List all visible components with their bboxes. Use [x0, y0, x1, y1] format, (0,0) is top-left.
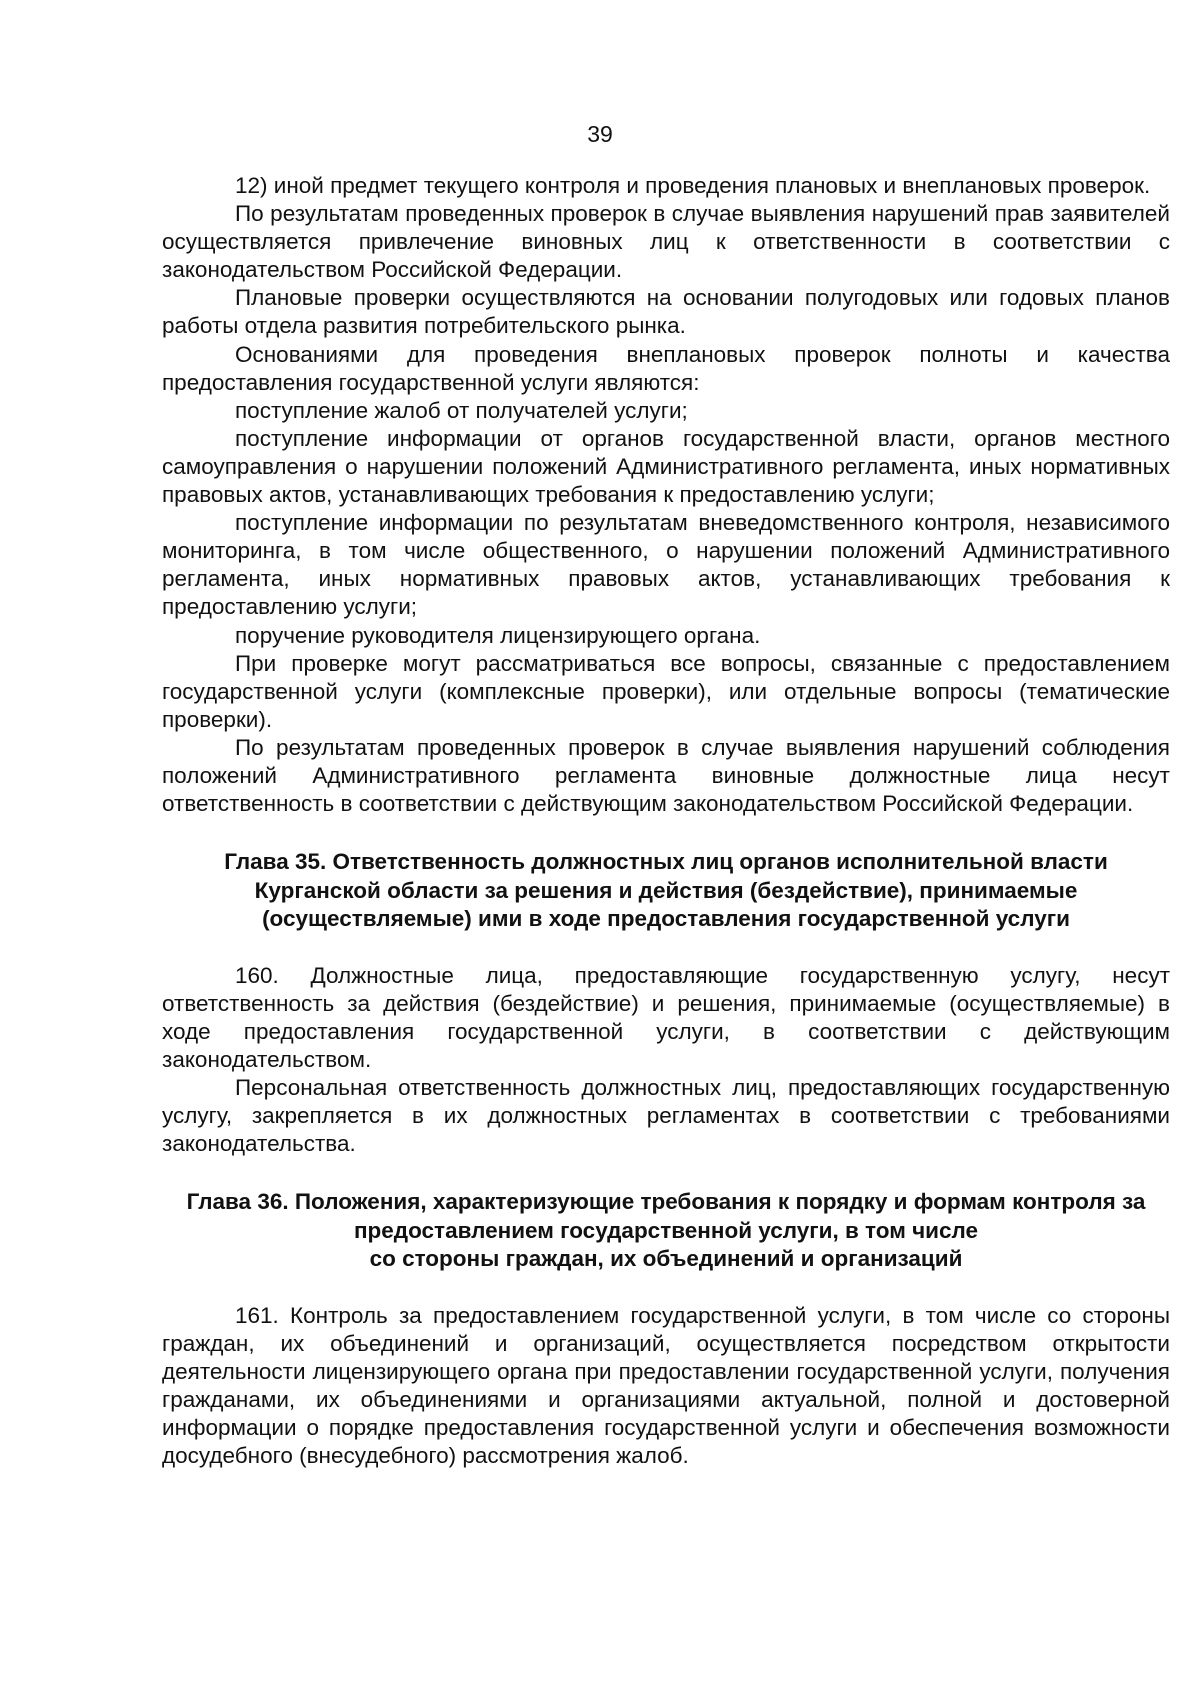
chapter-36-heading-line: со стороны граждан, их объединений и организаций: [369, 1246, 963, 1272]
document-body: [162, 172, 1170, 1470]
chapter-35-heading-line: Глава 35. Ответственность должностных лиц органов исполнительной власти: [224, 849, 1108, 875]
paragraph-violations-liability: По результатам проведенных проверок в случае выявления нарушений прав заявителей осуществляется привлечение виновных лиц к ответственности в соответствии с законодательством Российской Федерации.: [162, 201, 1170, 283]
chapter-35-heading: [162, 848, 1170, 934]
chapter-36-heading-line: Глава 36. Положения, характеризующие требования к порядку и формам контроля за: [186, 1189, 1146, 1215]
chapter-35-heading-line: Курганской области за решения и действия (бездействие), принимаемые: [254, 877, 1078, 903]
chapter-36-heading: [152, 1188, 1180, 1274]
paragraph-item-12: 12) иной предмет текущего контроля и проведения плановых и внеплановых проверок.: [235, 173, 1151, 198]
paragraph-head-order: поручение руководителя лицензирующего органа.: [235, 622, 761, 648]
paragraph-161: 161. Контроль за предоставлением государственной услуги, в том числе со стороны граждан, их объединений и организаций, осуществляется посредством открытости деятельности лицензирующего органа при предоставлении государственной услуги, получения гражданами, их объединениями и организациями актуальной, полной и достоверной информации о порядке предоставления государственной услуги и обеспечения возможности досудебного (внесудебного) рассмотрения жалоб.: [162, 1302, 1170, 1469]
page-number: 39: [587, 121, 613, 147]
paragraph-monitoring-info: поступление информации по результатам вневедомственного контроля, независимого мониторинга, в том числе общественного, о нарушении положений Административного регламента, иных нормативных правовых актов, устанавливающих требования к предоставлению услуги;: [162, 510, 1170, 620]
chapter-35-heading-line: (осуществляемые) ими в ходе предоставления государственной услуги: [262, 906, 1070, 932]
paragraph-planned-checks: Плановые проверки осуществляются на основании полугодовых или годовых планов работы отдела развития потребительского рынка.: [162, 285, 1170, 339]
paragraph-check-scope: При проверке могут рассматриваться все вопросы, связанные с предоставлением государственной услуги (комплексные проверки), или отдельные вопросы (тематические проверки).: [162, 650, 1170, 732]
paragraph-officials-liability: По результатам проведенных проверок в случае выявления нарушений соблюдения положений Административного регламента виновные должностные лица несут ответственность в соответствии с действующим законодательством Российской Федерации.: [162, 734, 1170, 817]
paragraph-authority-info: поступление информации от органов государственной власти, органов местного самоуправления о нарушении положений Административного регламента, иных нормативных правовых актов, устанавливающих требования к предоставлению услуги;: [162, 425, 1170, 508]
chapter-36-heading-line: предоставлением государственной услуги, в том числе: [353, 1217, 979, 1243]
paragraph-unplanned-grounds: Основаниями для проведения внеплановых проверок полноты и качества предоставления государственной услуги являются:: [162, 341, 1170, 395]
paragraph-complaints: поступление жалоб от получателей услуги;: [235, 397, 688, 423]
paragraph-160: 160. Должностные лица, предоставляющие государственную услугу, несут ответственность за действия (бездействие) и решения, принимаемые (осуществляемые) в ходе предоставления государственной услуги, в соответствии с действующим законодательством.: [162, 962, 1170, 1072]
paragraph-personal-liability: Персональная ответственность должностных лиц, предоставляющих государственную услугу, закрепляется в их должностных регламентах в соответствии с требованиями законодательства.: [162, 1075, 1170, 1157]
